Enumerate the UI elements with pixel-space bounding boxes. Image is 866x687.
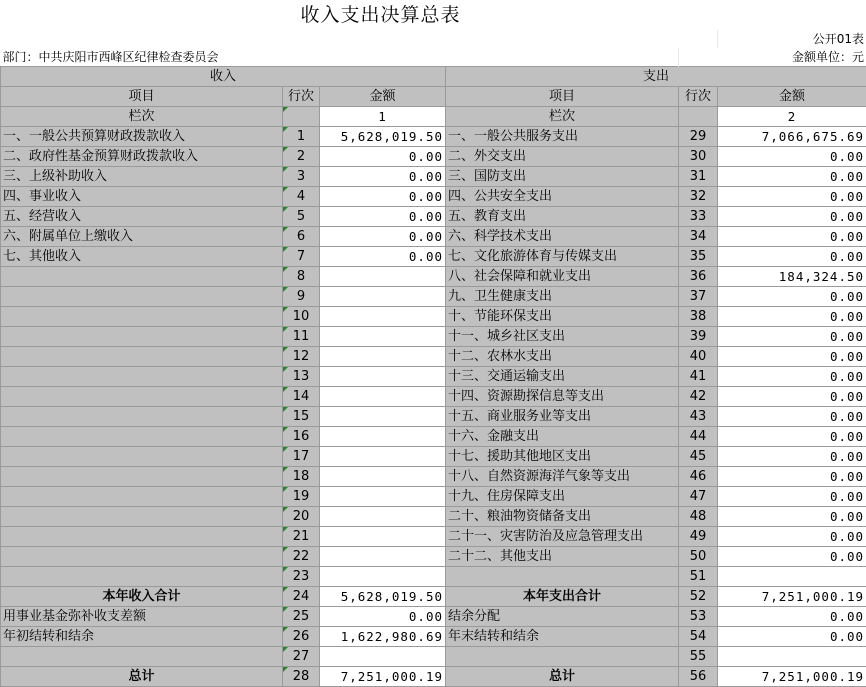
table-row: [1, 207, 866, 227]
income-amount-cell[interactable]: [320, 327, 446, 347]
expense-row-number-cell[interactable]: 33: [679, 207, 718, 227]
income-column-number[interactable]: 1: [320, 107, 446, 127]
table-row: [1, 647, 866, 667]
expense-item-cell[interactable]: 十一、城乡社区支出: [446, 327, 679, 347]
expense-amount-cell[interactable]: 0.00: [718, 607, 866, 627]
income-item-cell[interactable]: 七、其他收入: [1, 247, 283, 267]
income-item-cell[interactable]: 三、上级补助收入: [1, 167, 283, 187]
income-row-header[interactable]: 行次: [283, 87, 320, 107]
expense-item-cell[interactable]: 十八、自然资源海洋气象等支出: [446, 467, 679, 487]
income-amount-cell[interactable]: [320, 447, 446, 467]
income-amount-cell[interactable]: [320, 347, 446, 367]
expense-amount-cell[interactable]: 0.00: [718, 467, 866, 487]
income-row-number-cell[interactable]: 18: [283, 467, 320, 487]
income-item-cell[interactable]: [1, 387, 283, 407]
income-row-number-cell[interactable]: 6: [283, 227, 320, 247]
expense-item-cell[interactable]: 总计: [446, 667, 679, 687]
income-item-cell[interactable]: [1, 287, 283, 307]
table-row: [1, 307, 866, 327]
income-amount-cell[interactable]: [320, 307, 446, 327]
income-item-cell[interactable]: [1, 367, 283, 387]
table-row: [1, 547, 866, 567]
expense-amount-cell[interactable]: 0.00: [718, 167, 866, 187]
income-amount-cell[interactable]: 5,628,019.50: [320, 587, 446, 607]
income-row-number-cell[interactable]: 25: [283, 607, 320, 627]
income-lanci-label[interactable]: 栏次: [1, 107, 283, 127]
expense-row-number-cell[interactable]: 49: [679, 527, 718, 547]
expense-row-number-cell[interactable]: 45: [679, 447, 718, 467]
income-row-number-cell[interactable]: 11: [283, 327, 320, 347]
expense-row-number-cell[interactable]: 38: [679, 307, 718, 327]
income-item-cell[interactable]: [1, 347, 283, 367]
income-item-cell[interactable]: [1, 447, 283, 467]
expense-amount-cell[interactable]: 7,066,675.69: [718, 127, 866, 147]
table-row: [1, 347, 866, 367]
expense-item-cell[interactable]: 六、科学技术支出: [446, 227, 679, 247]
expense-amount-cell[interactable]: [718, 567, 866, 587]
income-row-number-cell[interactable]: 17: [283, 447, 320, 467]
income-item-cell[interactable]: [1, 327, 283, 347]
income-amount-cell[interactable]: 0.00: [320, 247, 446, 267]
income-amount-cell[interactable]: [320, 487, 446, 507]
expense-row-number-cell[interactable]: 29: [679, 127, 718, 147]
expense-amount-header[interactable]: 金额: [718, 87, 866, 107]
table-row: [1, 387, 866, 407]
expense-amount-cell[interactable]: 0.00: [718, 407, 866, 427]
expense-item-cell[interactable]: 十九、住房保障支出: [446, 487, 679, 507]
expense-row-number-cell[interactable]: 34: [679, 227, 718, 247]
income-item-cell[interactable]: 用事业基金弥补收支差额: [1, 607, 283, 627]
expense-item-cell[interactable]: 七、文化旅游体育与传媒支出: [446, 247, 679, 267]
expense-item-cell[interactable]: 十四、资源勘探信息等支出: [446, 387, 679, 407]
income-item-cell[interactable]: [1, 507, 283, 527]
expense-item-cell[interactable]: 二十二、其他支出: [446, 547, 679, 567]
expense-row-number-cell[interactable]: 50: [679, 547, 718, 567]
expense-item-cell[interactable]: 四、公共安全支出: [446, 187, 679, 207]
table-row: [1, 627, 866, 647]
expense-amount-cell[interactable]: 0.00: [718, 287, 866, 307]
income-row-number-cell[interactable]: 22: [283, 547, 320, 567]
income-lanci-row-cell[interactable]: [283, 107, 320, 127]
income-amount-cell[interactable]: [320, 367, 446, 387]
income-row-number-cell[interactable]: 4: [283, 187, 320, 207]
table-row: [1, 467, 866, 487]
income-item-cell[interactable]: 总计: [1, 667, 283, 687]
table-row: [1, 287, 866, 307]
expense-row-number-cell[interactable]: 46: [679, 467, 718, 487]
expense-amount-cell[interactable]: 0.00: [718, 147, 866, 167]
expense-item-cell[interactable]: 十三、交通运输支出: [446, 367, 679, 387]
income-amount-cell[interactable]: [320, 267, 446, 287]
income-amount-cell[interactable]: [320, 387, 446, 407]
expense-item-cell[interactable]: 二十一、灾害防治及应急管理支出: [446, 527, 679, 547]
expense-item-cell[interactable]: 五、教育支出: [446, 207, 679, 227]
income-item-header[interactable]: 项目: [1, 87, 283, 107]
expense-row-number-cell[interactable]: 42: [679, 387, 718, 407]
expense-item-cell[interactable]: 结余分配: [446, 607, 679, 627]
income-item-cell[interactable]: [1, 567, 283, 587]
income-amount-cell[interactable]: 0.00: [320, 167, 446, 187]
expense-amount-cell[interactable]: 7,251,000.19: [718, 667, 866, 687]
income-row-number-cell[interactable]: 13: [283, 367, 320, 387]
income-amount-cell[interactable]: 0.00: [320, 607, 446, 627]
expense-amount-cell[interactable]: 0.00: [718, 507, 866, 527]
expense-section-header[interactable]: 支出: [446, 67, 866, 87]
table-row: [1, 407, 866, 427]
expense-item-cell[interactable]: 年末结转和结余: [446, 627, 679, 647]
income-row-number-cell[interactable]: 15: [283, 407, 320, 427]
income-amount-cell[interactable]: 0.00: [320, 187, 446, 207]
expense-amount-cell[interactable]: [718, 647, 866, 667]
income-item-cell[interactable]: 一、一般公共预算财政拨款收入: [1, 127, 283, 147]
income-row-number-cell[interactable]: 26: [283, 627, 320, 647]
expense-amount-cell[interactable]: 0.00: [718, 187, 866, 207]
expense-amount-cell[interactable]: 0.00: [718, 447, 866, 467]
income-amount-cell[interactable]: [320, 547, 446, 567]
expense-row-number-cell[interactable]: 36: [679, 267, 718, 287]
expense-item-cell[interactable]: 二、外交支出: [446, 147, 679, 167]
expense-row-number-cell[interactable]: 35: [679, 247, 718, 267]
expense-row-number-cell[interactable]: 51: [679, 567, 718, 587]
table-row: [1, 367, 866, 387]
table-row: [1, 507, 866, 527]
expense-item-cell[interactable]: 十六、金融支出: [446, 427, 679, 447]
table-row: [1, 667, 866, 687]
expense-amount-cell[interactable]: 0.00: [718, 627, 866, 647]
income-item-cell[interactable]: [1, 647, 283, 667]
expense-amount-cell[interactable]: 0.00: [718, 527, 866, 547]
expense-row-number-cell[interactable]: 56: [679, 667, 718, 687]
expense-item-cell[interactable]: 十五、商业服务业等支出: [446, 407, 679, 427]
income-row-number-cell[interactable]: 10: [283, 307, 320, 327]
expense-item-cell[interactable]: 八、社会保障和就业支出: [446, 267, 679, 287]
expense-item-cell[interactable]: 本年支出合计: [446, 587, 679, 607]
income-amount-cell[interactable]: [320, 507, 446, 527]
income-amount-cell[interactable]: [320, 467, 446, 487]
expense-amount-cell[interactable]: 0.00: [718, 487, 866, 507]
income-section-header[interactable]: 收入: [1, 67, 446, 87]
expense-amount-cell[interactable]: 0.00: [718, 547, 866, 567]
income-item-cell[interactable]: [1, 267, 283, 287]
income-amount-cell[interactable]: 1,622,980.69: [320, 627, 446, 647]
expense-lanci-row-cell[interactable]: [679, 107, 718, 127]
expense-amount-cell[interactable]: 0.00: [718, 247, 866, 267]
income-row-number-cell[interactable]: 16: [283, 427, 320, 447]
table-row: [1, 327, 866, 347]
income-item-cell[interactable]: [1, 427, 283, 447]
expense-amount-cell[interactable]: 0.00: [718, 207, 866, 227]
income-row-number-cell[interactable]: 19: [283, 487, 320, 507]
income-row-number-cell[interactable]: 8: [283, 267, 320, 287]
table-row: [1, 487, 866, 507]
table-row: [1, 587, 866, 607]
income-row-number-cell[interactable]: 27: [283, 647, 320, 667]
table-row: [1, 187, 866, 207]
income-amount-cell[interactable]: 0.00: [320, 147, 446, 167]
expense-row-number-cell[interactable]: 31: [679, 167, 718, 187]
income-item-cell[interactable]: 年初结转和结余: [1, 627, 283, 647]
income-amount-cell[interactable]: 5,628,019.50: [320, 127, 446, 147]
expense-row-number-cell[interactable]: 37: [679, 287, 718, 307]
income-row-number-cell[interactable]: 20: [283, 507, 320, 527]
income-row-number-cell[interactable]: 7: [283, 247, 320, 267]
income-row-number-cell[interactable]: 3: [283, 167, 320, 187]
expense-row-number-cell[interactable]: 43: [679, 407, 718, 427]
table-row: [1, 527, 866, 547]
income-row-number-cell[interactable]: 28: [283, 667, 320, 687]
expense-item-cell[interactable]: 十、节能环保支出: [446, 307, 679, 327]
page-title: 收入支出决算总表: [1, 0, 866, 30]
expense-amount-cell[interactable]: 0.00: [718, 427, 866, 447]
table-row: [1, 147, 866, 167]
table-row: [1, 447, 866, 467]
amount-unit-label: 金额单位：元: [679, 48, 866, 67]
table-row: [1, 567, 866, 587]
income-amount-cell[interactable]: [320, 427, 446, 447]
expense-amount-cell[interactable]: 0.00: [718, 347, 866, 367]
expense-amount-cell[interactable]: 184,324.50: [718, 267, 866, 287]
income-row-number-cell[interactable]: 1: [283, 127, 320, 147]
expense-item-cell[interactable]: 三、国防支出: [446, 167, 679, 187]
expense-item-cell[interactable]: 一、一般公共服务支出: [446, 127, 679, 147]
department-label: 部门：中共庆阳市西峰区纪律检查委员会: [1, 48, 679, 67]
income-amount-cell[interactable]: [320, 647, 446, 667]
expense-row-number-cell[interactable]: 52: [679, 587, 718, 607]
expense-row-header[interactable]: 行次: [679, 87, 718, 107]
income-item-cell[interactable]: [1, 487, 283, 507]
expense-row-number-cell[interactable]: 40: [679, 347, 718, 367]
expense-row-number-cell[interactable]: 55: [679, 647, 718, 667]
income-row-number-cell[interactable]: 23: [283, 567, 320, 587]
expense-row-number-cell[interactable]: 48: [679, 507, 718, 527]
income-amount-cell[interactable]: [320, 407, 446, 427]
expense-item-cell[interactable]: [446, 647, 679, 667]
expense-item-header[interactable]: 项目: [446, 87, 679, 107]
income-item-cell[interactable]: 五、经营收入: [1, 207, 283, 227]
expense-row-number-cell[interactable]: 30: [679, 147, 718, 167]
expense-lanci-label[interactable]: 栏次: [446, 107, 679, 127]
expense-row-number-cell[interactable]: 39: [679, 327, 718, 347]
income-item-cell[interactable]: [1, 407, 283, 427]
table-row: [1, 267, 866, 287]
expense-row-number-cell[interactable]: 47: [679, 487, 718, 507]
income-amount-cell[interactable]: [320, 287, 446, 307]
income-item-cell[interactable]: 二、政府性基金预算财政拨款收入: [1, 147, 283, 167]
income-item-cell[interactable]: 四、事业收入: [1, 187, 283, 207]
expense-amount-cell[interactable]: 0.00: [718, 367, 866, 387]
expense-item-cell[interactable]: [446, 567, 679, 587]
expense-item-cell[interactable]: 九、卫生健康支出: [446, 287, 679, 307]
income-row-number-cell[interactable]: 14: [283, 387, 320, 407]
income-row-number-cell[interactable]: 5: [283, 207, 320, 227]
expense-row-number-cell[interactable]: 32: [679, 187, 718, 207]
income-item-cell[interactable]: [1, 307, 283, 327]
expense-item-cell[interactable]: 十七、援助其他地区支出: [446, 447, 679, 467]
income-amount-cell[interactable]: 0.00: [320, 207, 446, 227]
table-row: [1, 427, 866, 447]
expense-row-number-cell[interactable]: 53: [679, 607, 718, 627]
income-amount-cell[interactable]: [320, 567, 446, 587]
income-item-cell[interactable]: 本年收入合计: [1, 587, 283, 607]
income-row-number-cell[interactable]: 21: [283, 527, 320, 547]
income-row-number-cell[interactable]: 2: [283, 147, 320, 167]
table-row: [1, 607, 866, 627]
expense-amount-cell[interactable]: 0.00: [718, 227, 866, 247]
income-item-cell[interactable]: [1, 527, 283, 547]
income-amount-cell[interactable]: 7,251,000.19: [320, 667, 446, 687]
expense-row-number-cell[interactable]: 54: [679, 627, 718, 647]
form-code: 公开01表: [718, 30, 866, 48]
table-row: [1, 227, 866, 247]
expense-amount-cell[interactable]: 0.00: [718, 387, 866, 407]
income-row-number-cell[interactable]: 12: [283, 347, 320, 367]
expense-column-number[interactable]: 2: [718, 107, 866, 127]
expense-amount-cell[interactable]: 0.00: [718, 327, 866, 347]
income-amount-cell[interactable]: [320, 527, 446, 547]
income-item-cell[interactable]: 六、附属单位上缴收入: [1, 227, 283, 247]
income-item-cell[interactable]: [1, 467, 283, 487]
expense-amount-cell[interactable]: 7,251,000.19: [718, 587, 866, 607]
table-row: [1, 127, 866, 147]
expense-item-cell[interactable]: 十二、农林水支出: [446, 347, 679, 367]
table-row: [1, 167, 866, 187]
income-amount-header[interactable]: 金额: [320, 87, 446, 107]
income-item-cell[interactable]: [1, 547, 283, 567]
expense-row-number-cell[interactable]: 41: [679, 367, 718, 387]
income-amount-cell[interactable]: 0.00: [320, 227, 446, 247]
expense-amount-cell[interactable]: 0.00: [718, 307, 866, 327]
table-row: [1, 247, 866, 267]
expense-item-cell[interactable]: 二十、粮油物资储备支出: [446, 507, 679, 527]
income-row-number-cell[interactable]: 9: [283, 287, 320, 307]
income-row-number-cell[interactable]: 24: [283, 587, 320, 607]
expense-row-number-cell[interactable]: 44: [679, 427, 718, 447]
